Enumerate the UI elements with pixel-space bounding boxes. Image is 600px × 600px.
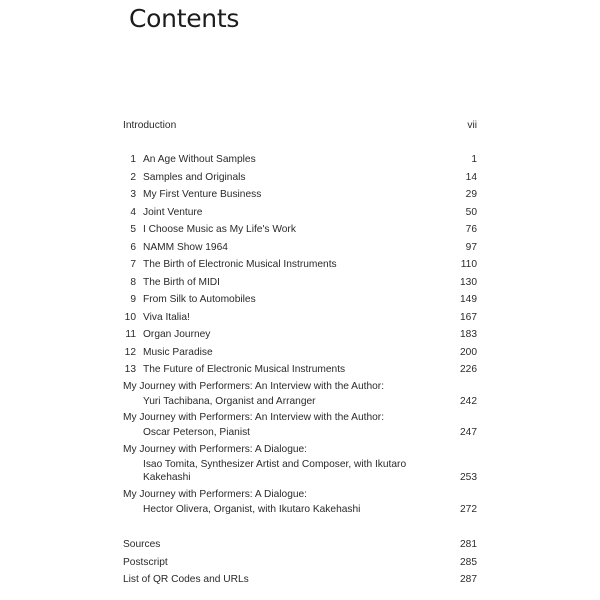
- entry-label: List of QR Codes and URLs: [123, 574, 249, 585]
- toc-journey-line[interactable]: [123, 488, 477, 502]
- chapter-title: The Future of Electronic Musical Instruments: [143, 364, 346, 375]
- chapter-title: Music Paradise: [143, 346, 213, 358]
- journey-page: 253: [460, 472, 477, 483]
- journey-heading: My Journey with Performers: An Interview with the Author:: [123, 381, 385, 392]
- entry-page: 287: [460, 574, 477, 585]
- entry-label: Postscript: [123, 556, 168, 568]
- toc-journey-line[interactable]: [123, 443, 477, 457]
- journey-page: 272: [460, 504, 477, 515]
- journey-subtitle: Oscar Peterson, Pianist: [143, 427, 251, 438]
- toc-journey-line[interactable]: [123, 458, 477, 472]
- chapter-number: 4: [130, 206, 136, 218]
- chapter-page: 97: [465, 241, 477, 253]
- journey-heading: My Journey with Performers: A Dialogue:: [123, 489, 308, 500]
- chapter-title: Organ Journey: [143, 329, 211, 340]
- chapter-page: 14: [465, 171, 477, 183]
- entry-page: vii: [467, 120, 477, 131]
- toc-journey-line[interactable]: [123, 395, 477, 409]
- chapter-page: 50: [465, 206, 477, 218]
- toc-journey-line[interactable]: [123, 426, 477, 440]
- toc-journey-line[interactable]: [123, 471, 477, 485]
- chapter-title: Samples and Originals: [143, 171, 246, 183]
- chapter-title: An Age Without Samples: [143, 154, 256, 165]
- toc-chapter[interactable]: [123, 363, 477, 377]
- chapter-page: 110: [460, 259, 477, 270]
- toc-chapter[interactable]: [123, 241, 477, 255]
- chapter-page: 183: [460, 329, 477, 340]
- entry-page: 281: [460, 539, 477, 550]
- chapter-title: The Birth of MIDI: [143, 276, 220, 288]
- journey-page: 247: [460, 427, 477, 438]
- chapter-title: From Silk to Automobiles: [143, 294, 256, 305]
- toc-journey-line[interactable]: [123, 411, 477, 425]
- entry-label: Sources: [123, 539, 161, 550]
- chapter-page: 167: [460, 311, 477, 323]
- chapter-number: 6: [130, 241, 136, 253]
- chapter-number: 8: [130, 276, 136, 288]
- chapter-title: I Choose Music as My Life's Work: [143, 224, 296, 235]
- journey-heading: My Journey with Performers: A Dialogue:: [123, 444, 308, 455]
- toc-chapter[interactable]: [123, 258, 477, 272]
- journey-subtitle: Yuri Tachibana, Organist and Arranger: [143, 396, 316, 407]
- page-title: Contents: [129, 4, 240, 33]
- journey-subtitle: Isao Tomita, Synthesizer Artist and Composer, with Ikutaro: [143, 459, 407, 470]
- chapter-page: 226: [460, 364, 477, 375]
- toc-entry-back-matter[interactable]: [123, 573, 477, 587]
- chapter-number: 10: [124, 311, 136, 323]
- chapter-title: Joint Venture: [143, 206, 203, 218]
- chapter-title: The Birth of Electronic Musical Instruments: [143, 259, 337, 270]
- chapter-page: 130: [460, 276, 477, 288]
- chapter-title: NAMM Show 1964: [143, 241, 228, 253]
- toc-chapter[interactable]: [123, 206, 477, 220]
- toc-chapter[interactable]: [123, 223, 477, 237]
- toc-chapter[interactable]: [123, 328, 477, 342]
- chapter-page: 76: [465, 224, 477, 235]
- chapter-page: 149: [460, 294, 477, 305]
- chapter-number: 11: [125, 329, 136, 340]
- entry-label: Introduction: [123, 120, 177, 131]
- toc-entry-back-matter[interactable]: [123, 556, 477, 570]
- chapter-number: 12: [124, 346, 136, 358]
- journey-heading: My Journey with Performers: An Interview with the Author:: [123, 412, 385, 423]
- toc-journey-line[interactable]: [123, 380, 477, 394]
- chapter-number: 7: [130, 259, 136, 270]
- chapter-title: My First Venture Business: [143, 189, 262, 200]
- toc-chapter[interactable]: [123, 171, 477, 185]
- toc-chapter[interactable]: [123, 153, 477, 167]
- chapter-page: 29: [465, 189, 477, 200]
- chapter-page: 1: [471, 154, 477, 165]
- chapter-number: 5: [130, 224, 136, 235]
- chapter-number: 9: [130, 294, 136, 305]
- chapter-title: Viva Italia!: [143, 311, 190, 323]
- chapter-number: 2: [130, 171, 136, 183]
- chapter-number: 13: [124, 364, 136, 375]
- toc-chapter[interactable]: [123, 188, 477, 202]
- toc-chapter[interactable]: [123, 346, 477, 360]
- toc-chapter[interactable]: [123, 311, 477, 325]
- entry-page: 285: [460, 556, 477, 568]
- toc-chapter[interactable]: [123, 293, 477, 307]
- toc-chapter[interactable]: [123, 276, 477, 290]
- chapter-number: 3: [130, 189, 136, 200]
- chapter-page: 200: [460, 346, 477, 358]
- toc-journey-line[interactable]: [123, 503, 477, 517]
- toc-entry-introduction[interactable]: [123, 119, 477, 133]
- journey-page: 242: [460, 396, 477, 407]
- journey-subtitle-cont: Kakehashi: [143, 472, 191, 483]
- journey-subtitle: Hector Olivera, Organist, with Ikutaro Kakehashi: [143, 504, 361, 515]
- chapter-number: 1: [130, 154, 136, 165]
- toc-entry-back-matter[interactable]: [123, 538, 477, 552]
